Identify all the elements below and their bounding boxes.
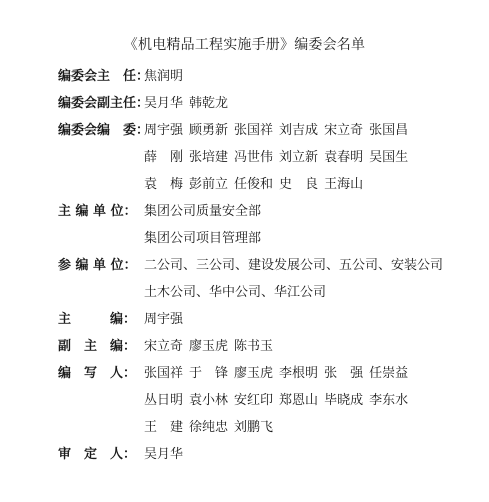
section-line bbox=[144, 120, 414, 142]
section-row bbox=[58, 120, 468, 142]
member-name: 丛日明 bbox=[144, 393, 184, 408]
member-name: 吴月华 bbox=[144, 447, 184, 462]
member-name: 刘吉成 bbox=[279, 123, 319, 138]
member-name: 土木公司、华中公司、华江公司 bbox=[144, 285, 327, 300]
member-name: 张 强 bbox=[324, 366, 364, 381]
member-name: 王 建 bbox=[144, 420, 184, 435]
section-row bbox=[58, 444, 468, 466]
member-name: 刘鹏飞 bbox=[234, 420, 274, 435]
section-row bbox=[58, 66, 468, 88]
section-row bbox=[58, 147, 468, 169]
member-name: 于 锋 bbox=[189, 366, 229, 381]
section-line bbox=[144, 201, 267, 223]
section-row bbox=[58, 309, 468, 331]
section-label: 编委会编 委： bbox=[58, 123, 150, 138]
member-name: 冯世伟 bbox=[234, 150, 274, 165]
member-name: 彭前立 bbox=[189, 177, 229, 192]
member-name: 王海山 bbox=[324, 177, 364, 192]
member-name: 毕晓成 bbox=[324, 393, 364, 408]
member-name: 陈书玉 bbox=[234, 339, 274, 354]
member-name: 焦润明 bbox=[144, 69, 184, 84]
section-label: 副 主 编： bbox=[58, 339, 137, 354]
member-name: 郑恩山 bbox=[279, 393, 319, 408]
member-name: 刘立新 bbox=[279, 150, 319, 165]
section-line bbox=[144, 66, 189, 88]
member-name: 史 良 bbox=[279, 177, 319, 192]
member-name: 李根明 bbox=[279, 366, 319, 381]
member-name: 顾勇新 bbox=[189, 123, 229, 138]
member-name: 任俊和 bbox=[234, 177, 274, 192]
section-line bbox=[144, 444, 189, 466]
section-line bbox=[144, 390, 414, 412]
section-label: 编委会副主任： bbox=[58, 96, 150, 111]
section-label: 主 编： bbox=[58, 312, 137, 327]
member-name: 二公司、三公司、建设发展公司、五公司、安装公司 bbox=[144, 258, 444, 273]
section-row bbox=[58, 390, 468, 412]
section-row bbox=[58, 417, 468, 439]
member-name: 吴月华 bbox=[144, 96, 184, 111]
section-line bbox=[144, 282, 332, 304]
member-name: 安红印 bbox=[234, 393, 274, 408]
member-name: 宋立奇 bbox=[144, 339, 184, 354]
member-name: 张国昌 bbox=[369, 123, 409, 138]
section-label: 编 写 人： bbox=[58, 366, 137, 381]
member-name: 宋立奇 bbox=[324, 123, 364, 138]
section-line bbox=[144, 309, 189, 331]
member-name: 集团公司质量安全部 bbox=[144, 204, 262, 219]
section-row bbox=[58, 282, 468, 304]
member-name: 袁 梅 bbox=[144, 177, 184, 192]
member-name: 徐纯忠 bbox=[189, 420, 229, 435]
member-name: 薛 刚 bbox=[144, 150, 184, 165]
section-line bbox=[144, 255, 449, 277]
member-name: 张国祥 bbox=[144, 366, 184, 381]
section-line bbox=[144, 93, 234, 115]
member-name: 张国祥 bbox=[234, 123, 274, 138]
member-name: 廖玉虎 bbox=[189, 339, 229, 354]
section-label: 参 编 单 位： bbox=[58, 258, 137, 273]
section-row bbox=[58, 336, 468, 358]
member-name: 韩乾龙 bbox=[189, 96, 229, 111]
section-row bbox=[58, 201, 468, 223]
member-name: 袁小林 bbox=[189, 393, 229, 408]
section-row bbox=[58, 363, 468, 385]
member-name: 吴国生 bbox=[369, 150, 409, 165]
member-name: 袁春明 bbox=[324, 150, 364, 165]
section-line bbox=[144, 228, 267, 250]
member-name: 集团公司项目管理部 bbox=[144, 231, 262, 246]
section-line bbox=[144, 174, 369, 196]
member-name: 廖玉虎 bbox=[234, 366, 274, 381]
member-name: 周宇强 bbox=[144, 312, 184, 327]
member-name: 李东水 bbox=[369, 393, 409, 408]
section-label: 编委会主 任： bbox=[58, 69, 150, 84]
document-title: 《机电精品工程实施手册》编委会名单 bbox=[123, 37, 366, 53]
section-line bbox=[144, 336, 279, 358]
member-name: 周宇强 bbox=[144, 123, 184, 138]
section-line bbox=[144, 147, 414, 169]
section-label: 主 编 单 位： bbox=[58, 204, 137, 219]
section-label: 审 定 人： bbox=[58, 447, 137, 462]
section-row bbox=[58, 93, 468, 115]
section-row bbox=[58, 174, 468, 196]
section-row bbox=[58, 255, 468, 277]
member-name: 任崇益 bbox=[369, 366, 409, 381]
section-row bbox=[58, 228, 468, 250]
section-line bbox=[144, 417, 279, 439]
section-line bbox=[144, 363, 414, 385]
member-name: 张培建 bbox=[189, 150, 229, 165]
